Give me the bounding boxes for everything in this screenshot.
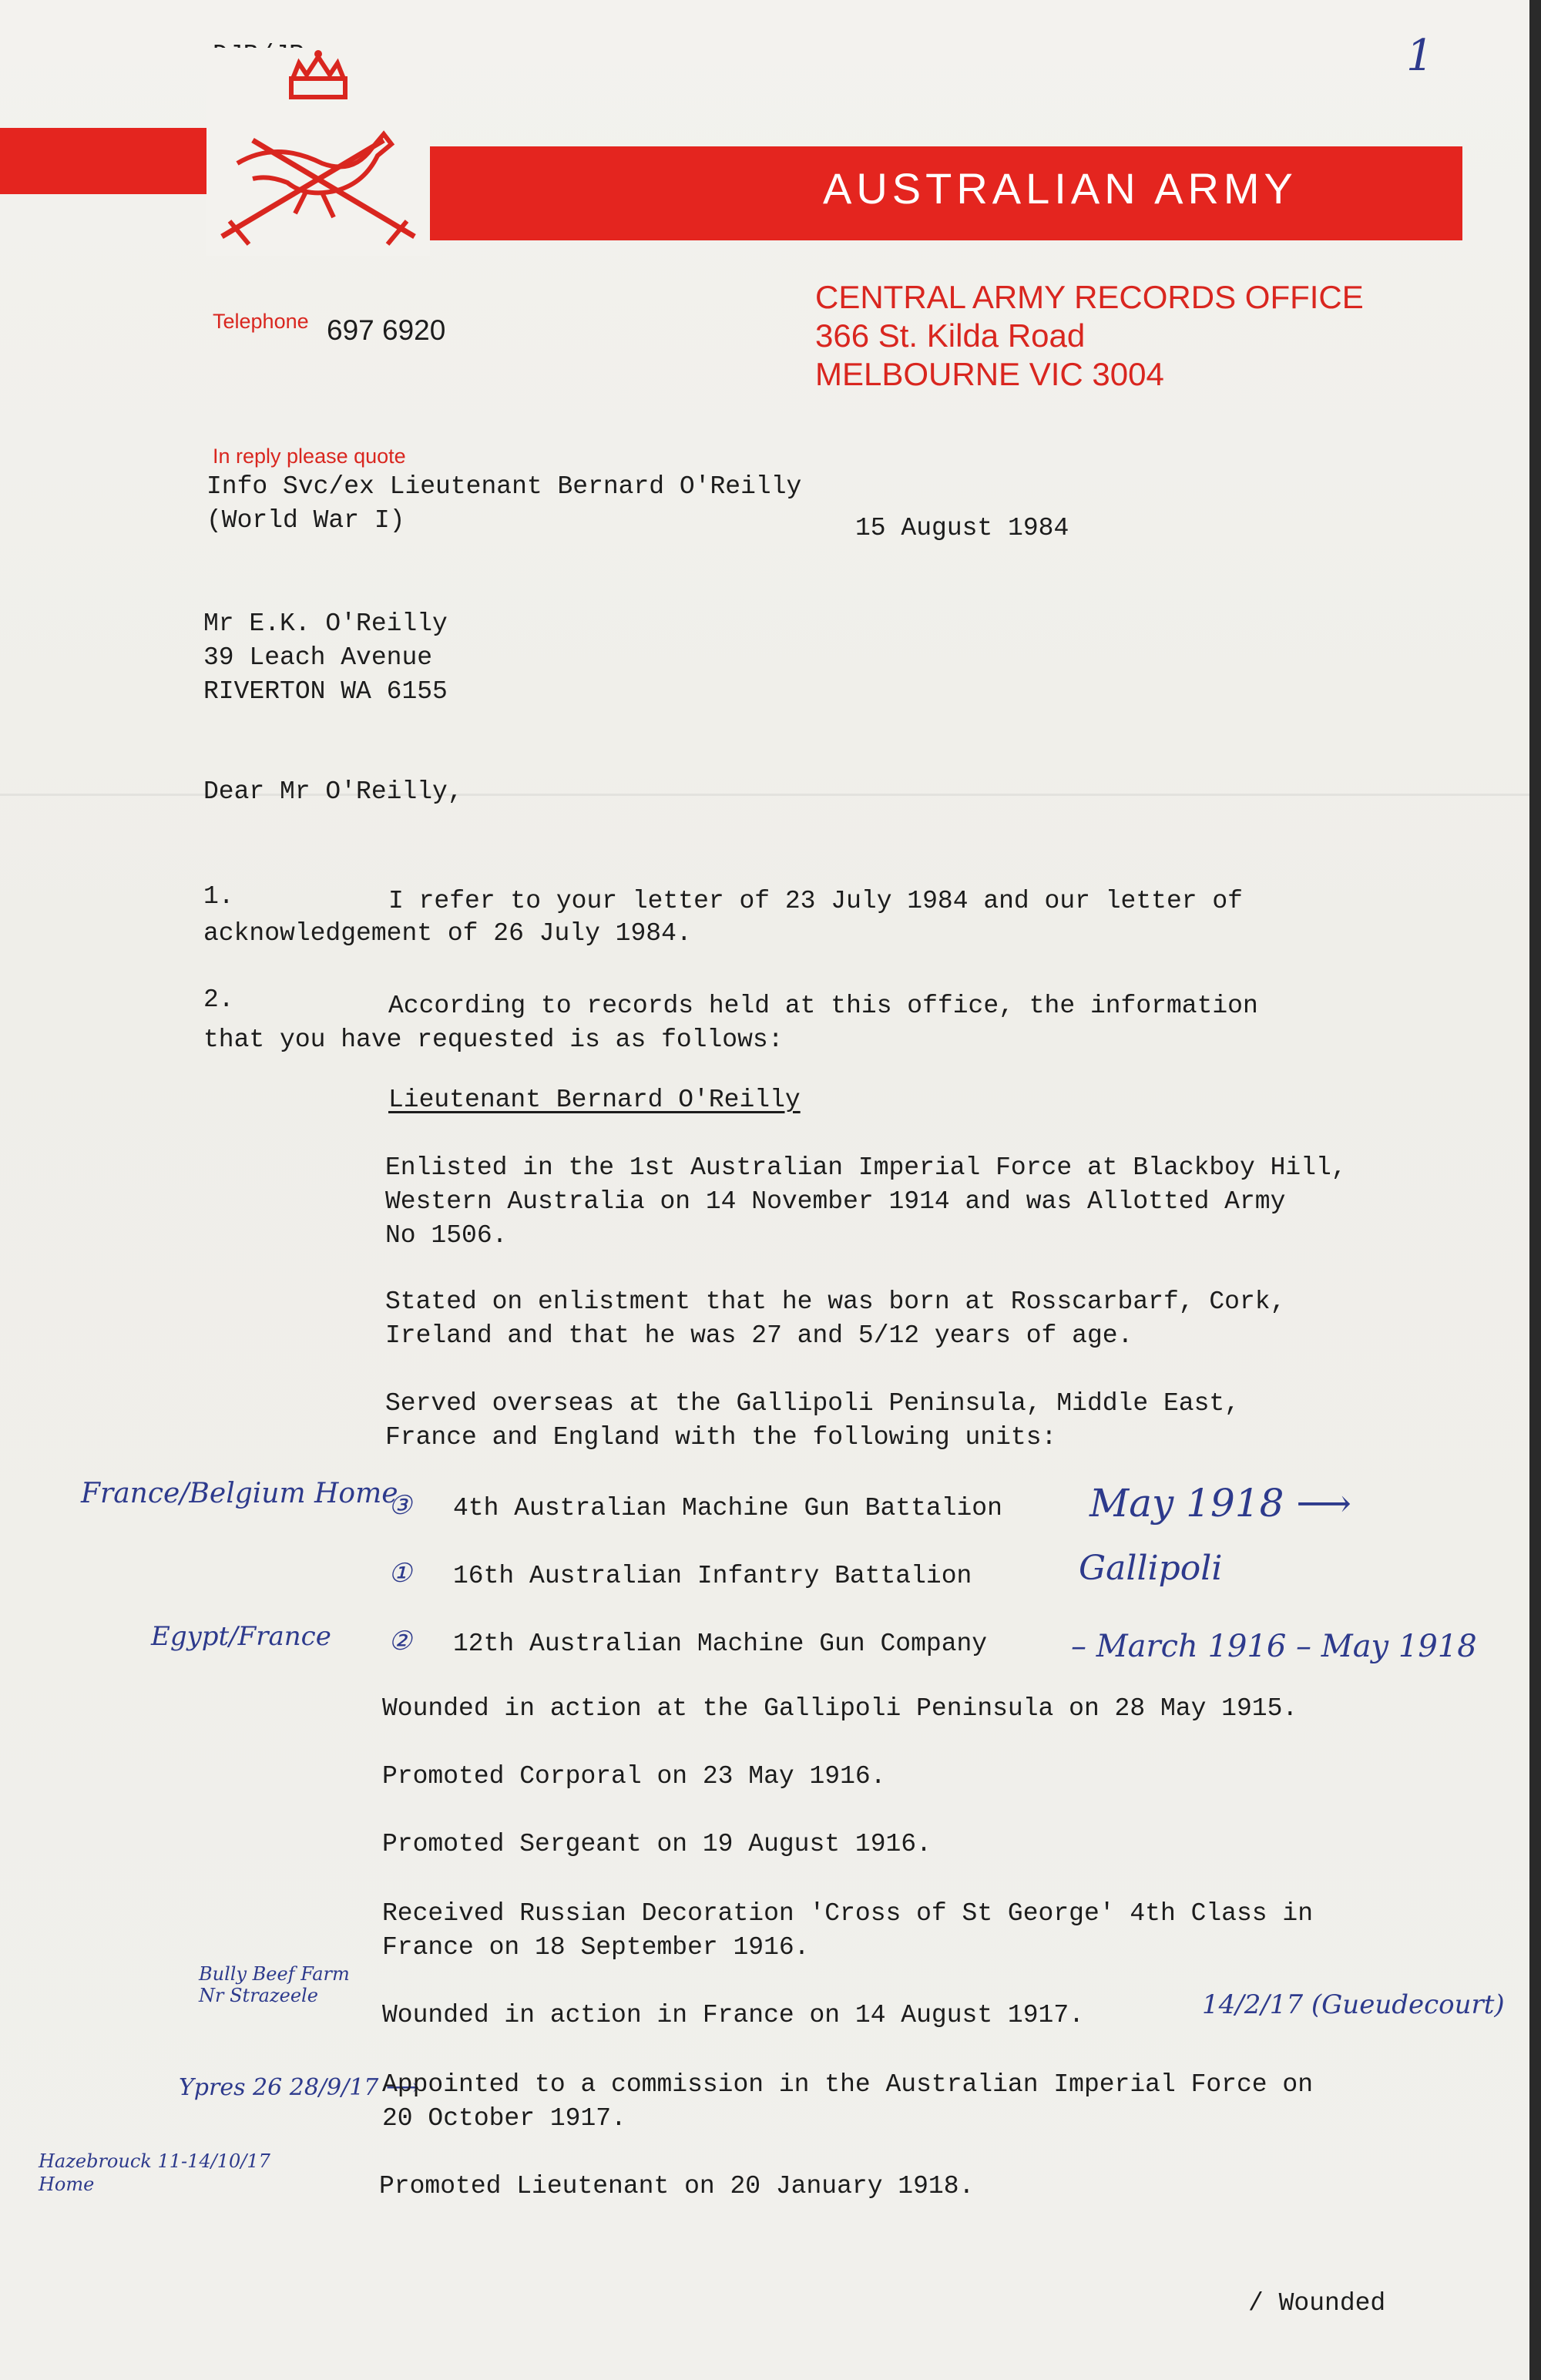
- commission-line-2: 20 October 1917.: [382, 2104, 626, 2133]
- russian-decoration-line-2: France on 18 September 1916.: [382, 1933, 810, 1962]
- served-line-1: Served overseas at the Gallipoli Peninsula, Middle East,: [385, 1389, 1240, 1418]
- recipient-city: RIVERTON WA 6155: [203, 677, 448, 706]
- reference-subject: Info Svc/ex Lieutenant Bernard O'Reilly: [206, 472, 802, 501]
- page-continuation: / Wounded: [1248, 2289, 1386, 2318]
- paper-shadow-edge: [1529, 0, 1541, 2380]
- commission-line-1: Appointed to a commission in the Australian Imperial Force on: [382, 2070, 1313, 2099]
- reply-quote-label: In reply please quote: [213, 445, 406, 468]
- hand-circled-2: ②: [388, 1626, 412, 1657]
- salutation: Dear Mr O'Reilly,: [203, 777, 463, 806]
- enlist-line-2: Western Australia on 14 November 1914 and was Allotted Army: [385, 1187, 1286, 1216]
- enlist-line-1: Enlisted in the 1st Australian Imperial Force at Blackboy Hill,: [385, 1153, 1347, 1182]
- hand-note-commission-left: Ypres 26 28/9/17 ⟶: [179, 2074, 419, 2101]
- hand-note-unit-1-right: May 1918 ⟶: [1089, 1481, 1351, 1526]
- hand-note-unit-2-right: Gallipoli: [1079, 1549, 1223, 1588]
- wounded-france: Wounded in action in France on 14 August 1917.: [382, 2001, 1084, 2029]
- letterhead-title: AUSTRALIAN ARMY: [823, 164, 1298, 213]
- letter-date: 15 August 1984: [855, 514, 1069, 542]
- hand-note-lieutenant-left: Hazebrouck 11-14/10/17 Home: [39, 2150, 270, 2195]
- record-heading: Lieutenant Bernard O'Reilly: [388, 1086, 801, 1114]
- hand-note-wounded-left: Bully Beef Farm Nr Strazeele: [199, 1963, 350, 2006]
- office-city: MELBOURNE VIC 3004: [815, 356, 1164, 392]
- unit-1: 4th Australian Machine Gun Battalion: [453, 1494, 1002, 1522]
- para-2-line-1: According to records held at this office, the information: [388, 992, 1258, 1020]
- reference-subtitle: (World War I): [206, 506, 405, 535]
- hand-note-unit-3-left: Egypt/France: [151, 1621, 331, 1652]
- hand-note-unit-3-right: – March 1916 – May 1918: [1071, 1629, 1477, 1664]
- office-street: 366 St. Kilda Road: [815, 317, 1086, 354]
- unit-3: 12th Australian Machine Gun Company: [453, 1630, 988, 1658]
- promoted-lieutenant: Promoted Lieutenant on 20 January 1918.: [379, 2172, 975, 2200]
- hand-note-wounded-right: 14/2/17 (Gueudecourt): [1202, 1989, 1505, 2020]
- office-name: CENTRAL ARMY RECORDS OFFICE: [815, 279, 1364, 315]
- recipient-street: 39 Leach Avenue: [203, 643, 433, 672]
- telephone-number: 697 6920: [327, 314, 446, 346]
- russian-decoration-line-1: Received Russian Decoration 'Cross of St George' 4th Class in: [382, 1899, 1313, 1928]
- enlist-line-3: No 1506.: [385, 1221, 508, 1250]
- promoted-corporal: Promoted Corporal on 23 May 1916.: [382, 1762, 886, 1791]
- born-line-1: Stated on enlistment that he was born at Rosscarbarf, Cork,: [385, 1287, 1286, 1316]
- born-line-2: Ireland and that he was 27 and 5/12 years of age.: [385, 1321, 1133, 1350]
- promoted-sergeant: Promoted Sergeant on 19 August 1916.: [382, 1830, 932, 1858]
- hand-note-unit-1-left: France/Belgium Home: [81, 1478, 398, 1509]
- para-2-number: 2.: [203, 985, 234, 1014]
- para-2-line-2: that you have requested is as follows:: [203, 1026, 784, 1054]
- army-emblem-crown-kangaroo-swords-icon: [206, 48, 430, 256]
- hand-circled-1: ①: [388, 1558, 412, 1589]
- letterhead-red-bar-left: [0, 128, 208, 194]
- para-1-line-1: I refer to your letter of 23 July 1984 and our letter of: [388, 887, 1243, 915]
- unit-2: 16th Australian Infantry Battalion: [453, 1562, 972, 1590]
- page-number-annotation: 1: [1406, 31, 1434, 81]
- recipient-name: Mr E.K. O'Reilly: [203, 609, 448, 638]
- para-1-number: 1.: [203, 882, 234, 911]
- para-1-line-2: acknowledgement of 26 July 1984.: [203, 919, 692, 948]
- wounded-gallipoli: Wounded in action at the Gallipoli Peninsula on 28 May 1915.: [382, 1694, 1298, 1723]
- telephone-label: Telephone: [213, 310, 309, 333]
- hand-circled-3-a: ③: [388, 1490, 412, 1521]
- served-line-2: France and England with the following units:: [385, 1423, 1057, 1452]
